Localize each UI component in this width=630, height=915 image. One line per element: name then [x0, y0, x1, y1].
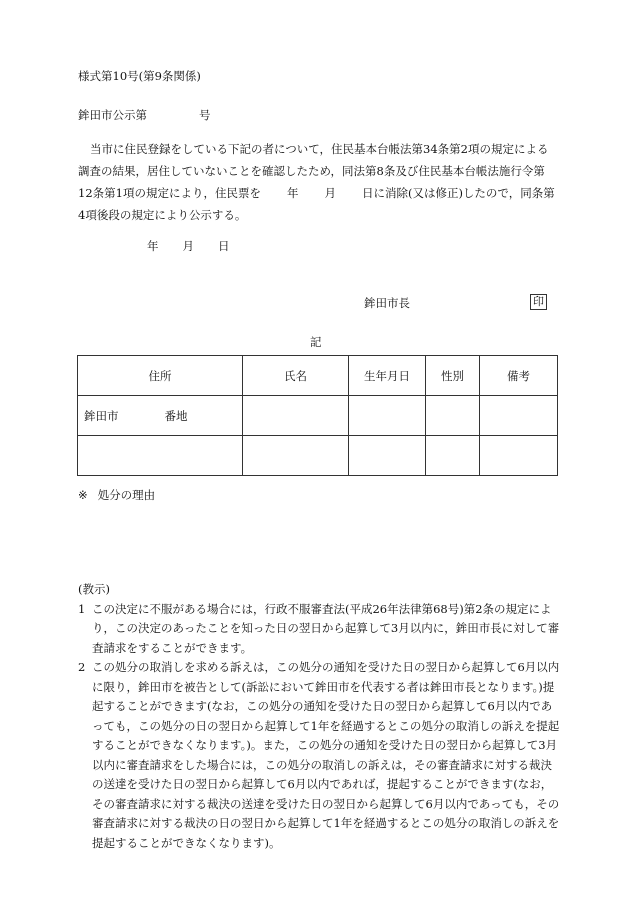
header-name: 氏名 [243, 356, 349, 396]
cell-address [78, 396, 243, 436]
reason-mark: ※ [78, 488, 88, 502]
cell-gender [426, 396, 480, 436]
body-line-4: 4項後段の規定により公示する。 [78, 208, 247, 222]
instruction-item-2 [78, 658, 562, 853]
record-table [77, 355, 558, 476]
notice-number-suffix: 号 [199, 108, 211, 122]
instruction-item-1 [78, 600, 562, 659]
body-line-1: 当市に住民登録をしている下記の者について，住民基本台帳法第34条第2項の規定による [90, 142, 549, 156]
cell-birthdate [349, 396, 426, 436]
body-month-label: 月 [324, 186, 336, 200]
instruction-section [78, 580, 562, 853]
notice-number-prefix: 鉾田市公示第 [78, 108, 147, 122]
table-row [78, 436, 558, 476]
cell-remarks [480, 436, 558, 476]
date-line [147, 238, 230, 254]
body-line-3a: 12条第1項の規定により，住民票を [78, 186, 261, 200]
seal-label: 印 [530, 294, 547, 310]
date-day: 日 [218, 239, 230, 253]
reason-line [78, 487, 155, 503]
instruction-item-1-num: 1 [78, 601, 86, 616]
issuer-title: 鉾田市長 [364, 296, 410, 310]
notice-body [78, 138, 564, 226]
form-header: 様式第10号(第9条関係) [78, 69, 201, 83]
body-line-3b: 日に消除(又は修正)したので，同条第 [361, 186, 555, 200]
cell-birthdate [349, 436, 426, 476]
instruction-heading: (教示) [78, 582, 110, 596]
cell-remarks [480, 396, 558, 436]
table-header-row [78, 356, 558, 396]
reason-label: 処分の理由 [97, 488, 156, 502]
notice-number [78, 107, 211, 123]
cell-gender [426, 436, 480, 476]
address-suffix: 番地 [164, 408, 188, 423]
cell-name [243, 396, 349, 436]
header-remarks: 備考 [480, 356, 558, 396]
ki-heading: 記 [310, 335, 322, 349]
body-line-2: 調査の結果，居住していないことを確認したため，同法第8条及び住民基本台帳法施行令第 [78, 164, 545, 178]
header-gender: 性別 [426, 356, 480, 396]
header-address: 住所 [78, 356, 243, 396]
instruction-item-1-text: この決定に不服がある場合には，行政不服審査法(平成26年法律第68号)第2条の規定により，この決定のあったことを知った日の翌日から起算して3月以内に，鉾田市長に対して審査請求をすることができます。 [92, 601, 560, 655]
body-year-label: 年 [286, 186, 299, 200]
header-birthdate: 生年月日 [349, 356, 426, 396]
seal-mark [530, 294, 547, 310]
body-line-3 [78, 182, 564, 204]
table-row [78, 396, 558, 436]
cell-name [243, 436, 349, 476]
date-month: 月 [182, 239, 194, 253]
address-city: 鉾田市 [84, 408, 119, 423]
date-year: 年 [147, 239, 159, 253]
cell-address [78, 436, 243, 476]
instruction-item-2-num: 2 [78, 660, 86, 674]
instruction-item-2-text: この処分の取消しを求める訴えは，この処分の通知を受けた日の翌日から起算して6月以内に限り，鉾田市を被告として(訴訟において鉾田市を代表する者は鉾田市長となります。)提起することができます(なお，この処分の通知を受けた日の翌日から起算して6月以内であっても，この処分の日の翌日から起算して1年を経過するとこの処分の取消しの訴えを提起することができなくなります。)。また，この処分の通知を受けた日の翌日から起算して3月以内に審査請求をした場合には，この処分の取消しの訴えは，その審査請求に対する裁決の送達を受けた日の翌日から起算して6月以内であれば，提起することができます(なお，その審査請求に対する裁決の送達を受けた日の翌日から起算して6月以内であっても，その審査請求に対する裁決の日の翌日から起算して1年を経過するとこの処分の取消しの訴えを提起することができなくなります)。 [92, 660, 560, 850]
